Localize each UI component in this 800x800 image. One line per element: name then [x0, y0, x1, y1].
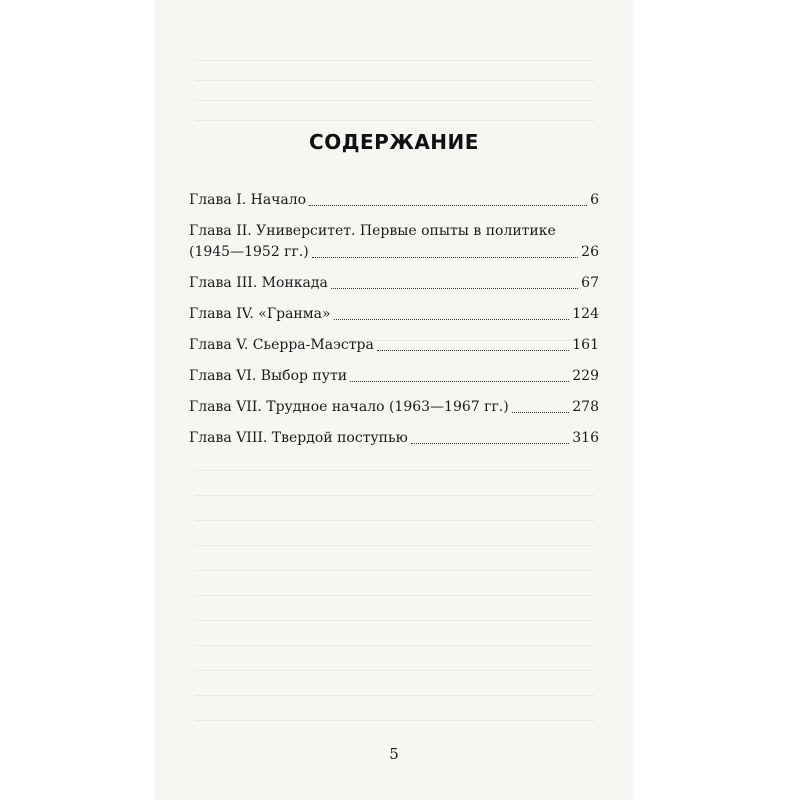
dot-leader [309, 204, 587, 206]
toc-entry-title: Глава VIII. Твердой поступью [189, 430, 408, 446]
book-page [155, 0, 633, 800]
toc-entry-6[interactable] [189, 366, 599, 387]
dot-leader [331, 287, 578, 289]
toc-entry-title: Глава IV. «Гранма» [189, 306, 331, 322]
bleed-through-line [195, 645, 595, 646]
toc-entry-page: 26 [581, 244, 599, 260]
dot-leader [312, 256, 578, 258]
bleed-through-line [195, 495, 595, 496]
bleed-through-line [195, 520, 595, 521]
toc-entry-4[interactable] [189, 304, 599, 325]
toc-entry-page: 278 [572, 399, 599, 415]
toc-entry-title: Глава V. Сьерра-Маэстра [189, 337, 374, 353]
toc-entry-page: 161 [572, 337, 599, 353]
toc-entry-8[interactable] [189, 428, 599, 449]
bleed-through-line [195, 670, 595, 671]
toc-entry-1[interactable] [189, 190, 599, 211]
dot-leader [411, 442, 569, 444]
toc-entry-title-line2: (1945—1952 гг.) [189, 244, 309, 260]
bleed-through-line [195, 570, 595, 571]
toc-entry-page: 67 [581, 275, 599, 291]
toc-entry-2[interactable] [189, 221, 599, 263]
bleed-through-line [195, 100, 595, 101]
toc-heading: СОДЕРЖАНИЕ [309, 130, 479, 154]
bleed-through-line [195, 545, 595, 546]
dot-leader [334, 318, 570, 320]
bleed-through-line [195, 470, 595, 471]
bleed-through-line [195, 60, 595, 61]
toc-entry-title: Глава I. Начало [189, 192, 307, 208]
bleed-through-line [195, 620, 595, 621]
dot-leader [350, 380, 569, 382]
dot-leader [512, 411, 570, 413]
toc-entry-title-line1: Глава II. Университет. Первые опыты в политике [189, 223, 556, 239]
toc-entry-title: Глава VII. Трудное начало (1963—1967 гг.) [189, 399, 509, 415]
toc-entry-3[interactable] [189, 273, 599, 294]
toc-entry-page: 229 [572, 368, 599, 384]
page-number: 5 [389, 745, 399, 763]
toc-entry-7[interactable] [189, 397, 599, 418]
table-of-contents [189, 190, 599, 459]
toc-entry-title: Глава VI. Выбор пути [189, 368, 348, 384]
toc-entry-page: 124 [572, 306, 599, 322]
toc-entry-title: Глава III. Монкада [189, 275, 328, 291]
toc-entry-page: 6 [590, 192, 599, 208]
bleed-through-line [195, 695, 595, 696]
bleed-through-line [195, 595, 595, 596]
bleed-through-line [195, 80, 595, 81]
toc-entry-5[interactable] [189, 335, 599, 356]
toc-entry-page: 316 [572, 430, 599, 446]
dot-leader [377, 349, 569, 351]
bleed-through-line [195, 120, 595, 121]
bleed-through-line [195, 720, 595, 721]
